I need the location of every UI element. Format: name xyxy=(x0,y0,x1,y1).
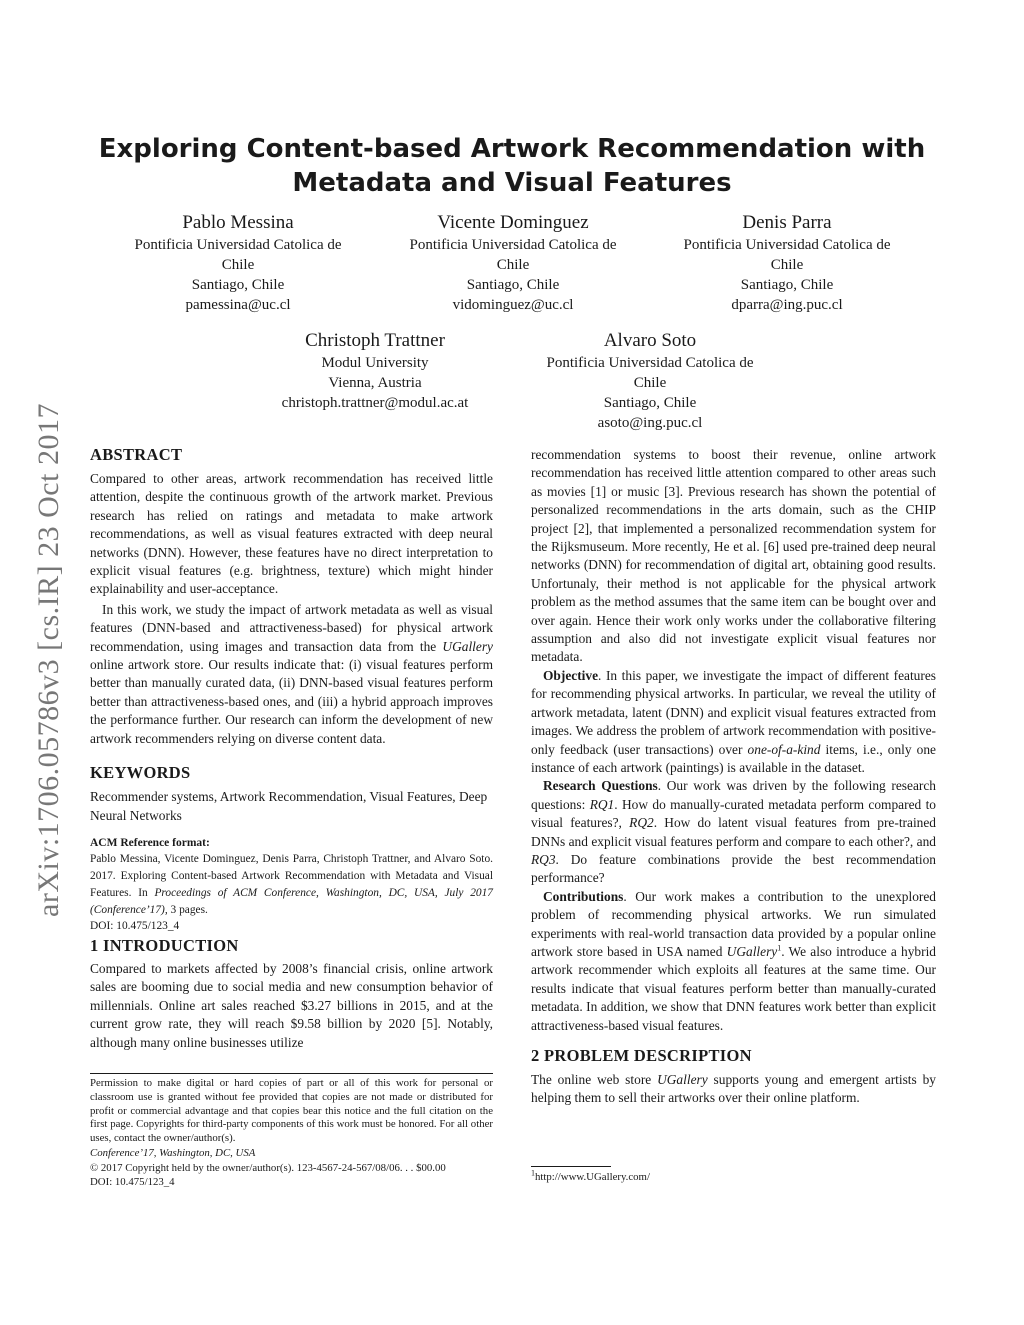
arxiv-identifier: arXiv:1706.05786v3 [cs.IR] 23 Oct 2017 xyxy=(32,403,65,917)
author-email: vidominguez@uc.cl xyxy=(452,297,574,313)
author-affiliation-country: Chile xyxy=(496,257,530,273)
conference-info: Conference’17, Washington, DC, USA xyxy=(90,1146,256,1159)
author-email: christoph.trattner@modul.ac.at xyxy=(281,395,469,411)
author-affiliation: Pontificia Universidad Catolica de xyxy=(409,237,617,253)
left-column xyxy=(90,445,493,1052)
permission-text: Permission to make digital or hard copies of part or all of this work for personal or classroom use is granted without fee provided that copies are not made or distributed for profit or commercial advantage and that copies bear this notice and the full citation on the first page. Copyrights for third-party components of this work must be honored. For all other uses, contact the owner/author(s). xyxy=(90,1077,493,1145)
acm-reference-text: Pablo Messina, Vicente Dominguez, Denis Parra, Christoph Trattner, and Alvaro Soto. 2017. Exploring Content-based Artwork Recommendation with Metadata and Visual Features. In Proceedings of ACM Conference, Washington, DC, USA, July 2017 (Conference’17), 3 pages. xyxy=(90,852,493,916)
author-email: dparra@ing.puc.cl xyxy=(731,297,843,313)
footnote-rule xyxy=(90,1073,493,1074)
author-location: Santiago, Chile xyxy=(191,277,285,293)
author-affiliation: Pontificia Universidad Catolica de xyxy=(134,237,342,253)
objective-paragraph: Objective. In this paper, we investigate the impact of different features for recommending physical artworks. In particular, we reveal the utility of artwork metadata, latent (DNN) and explicit visual features extracted from images. We address the problem of artwork recommendation with positive-only feedback (user transactions) over one-of-a-kind items, i.e., only one instance of each artwork (paintings) is available in the dataset. xyxy=(531,667,936,775)
footnote-url: http://www.UGallery.com/ xyxy=(535,1171,650,1183)
author-block xyxy=(113,211,363,315)
introduction-paragraph: Compared to markets affected by 2008’s financial crisis, online artwork sales are booming due to social media and new consumption behavior of millennials. Online art sales reached $3.27 billions in 2015, and at the current grow rate, they will reach $9.58 billion by 2020 [5]. Notably, although many online businesses utilize xyxy=(90,960,493,1050)
author-email: pamessina@uc.cl xyxy=(185,297,291,313)
right-column xyxy=(531,446,936,1108)
intro-continued-paragraph: recommendation systems to boost their revenue, online artwork recommendation has received little attention compared to other areas such as movies [1] or music [3]. Previous research has shown the potential of personalized recommendations in the arts domain, such as the CHIP project [2], that implemented a personalized recommendation system for the Rijksmuseum. More recently, He et al. [6] used pre-trained deep neural networks (DNN) for recommendation of digital art, obtaining good results. Unfortunaly, their method is not applicable for the physical artwork problem as the method assumes that the same item can be bought over and over again. Hence their work only works under the collaborative filtering assumption and also did not investigate explicit visual features nor metadata. xyxy=(531,447,936,665)
research-questions-paragraph: Research Questions. Our work was driven by the following research questions: RQ1. How do manually-curated metadata perform compared to visual features?, RQ2. How do latent visual features from pre-trained DNNs and explicit visual features perform and compare to each other?, and RQ3. Do feature combinations provide the best recommendation performance? xyxy=(531,778,936,886)
footnote-marker: 1 xyxy=(777,943,782,953)
copyright-text: © 2017 Copyright held by the owner/author(s). 123-4567-24-567/08/06. . . $00.00 xyxy=(90,1161,446,1174)
author-name: Denis Parra xyxy=(742,212,832,233)
author-name: Alvaro Soto xyxy=(603,330,697,351)
keywords-text: Recommender systems, Artwork Recommendation, Visual Features, Deep Neural Networks xyxy=(90,789,488,823)
footnote-rule xyxy=(531,1166,611,1167)
footnote-number: 1 xyxy=(531,1168,535,1178)
author-location: Santiago, Chile xyxy=(603,395,697,411)
keywords-heading: KEYWORDS xyxy=(90,763,191,783)
author-affiliation: Pontificia Universidad Catolica de xyxy=(683,237,891,253)
author-name: Pablo Messina xyxy=(182,212,294,233)
author-location: Santiago, Chile xyxy=(740,277,834,293)
author-location: Santiago, Chile xyxy=(466,277,560,293)
acm-reference-heading: ACM Reference format: xyxy=(90,836,210,849)
author-location: Vienna, Austria xyxy=(328,375,422,391)
author-affiliation-country: Chile xyxy=(770,257,804,273)
introduction-heading: 1 INTRODUCTION xyxy=(90,935,239,955)
footnote xyxy=(531,1168,936,1185)
author-block xyxy=(525,329,775,433)
abstract-paragraph: In this work, we study the impact of artwork metadata as well as visual features (DNN-based and attractiveness-based) for physical artwork recommendation, using images and transaction data from the UGallery online artwork store. Our results indicate that: (i) visual features perform better than manually curated data, (ii) DNN-based visual features perform better than attractiveness-based ones, and (iii) a hybrid approach improves the performance further. Our research can inform the development of new artwork recommenders relying on diverse content data. xyxy=(90,601,493,746)
problem-description-heading: 2 PROBLEM DESCRIPTION xyxy=(531,1046,752,1065)
author-block xyxy=(250,329,500,413)
author-name: Christoph Trattner xyxy=(305,330,445,351)
author-block xyxy=(388,211,638,315)
author-name: Vicente Dominguez xyxy=(437,212,589,233)
abstract-heading: ABSTRACT xyxy=(90,445,183,464)
author-affiliation-country: Chile xyxy=(221,257,255,273)
author-block xyxy=(662,211,912,315)
problem-description-paragraph: The online web store UGallery supports young and emergent artists by helping them to sell their artworks over their online platform. xyxy=(531,1072,936,1106)
author-affiliation-country: Chile xyxy=(633,375,667,391)
author-affiliation: Pontificia Universidad Catolica de xyxy=(546,355,754,371)
permission-block xyxy=(90,1077,493,1189)
abstract-paragraph: Compared to other areas, artwork recommendation has received little attention, despite the continuous growth of the artwork market. Previous research has relied on ratings and metadata to make artwork recommendations, as well as visual features extracted with deep neural networks (DNN). However, these features have no direct interpretation to explicit visual features (e.g. brightness, texture) which might hinder explainability and user-acceptance. xyxy=(90,471,493,597)
author-affiliation: Modul University xyxy=(321,355,429,371)
acm-reference-doi: DOI: 10.475/123_4 xyxy=(90,919,180,932)
paper-title: Exploring Content-based Artwork Recommendation with Metadata and Visual Features xyxy=(98,134,926,198)
permission-doi: DOI: 10.475/123_4 xyxy=(90,1175,175,1188)
author-email: asoto@ing.puc.cl xyxy=(597,415,703,431)
contributions-paragraph: Contributions. Our work makes a contribution to the unexplored problem of recommending physical artworks. We run simulated experiments with real-world transaction data provided by a popular online artwork store based in USA named UGallery$^1$. We also introduce a hybrid artwork recommender which exploits all features at the same time. Our results indicate that visual features perform better than manually-curated metadata. In addition, we show that DNN features work better than explicit attractiveness-based visual features. xyxy=(531,888,936,1033)
